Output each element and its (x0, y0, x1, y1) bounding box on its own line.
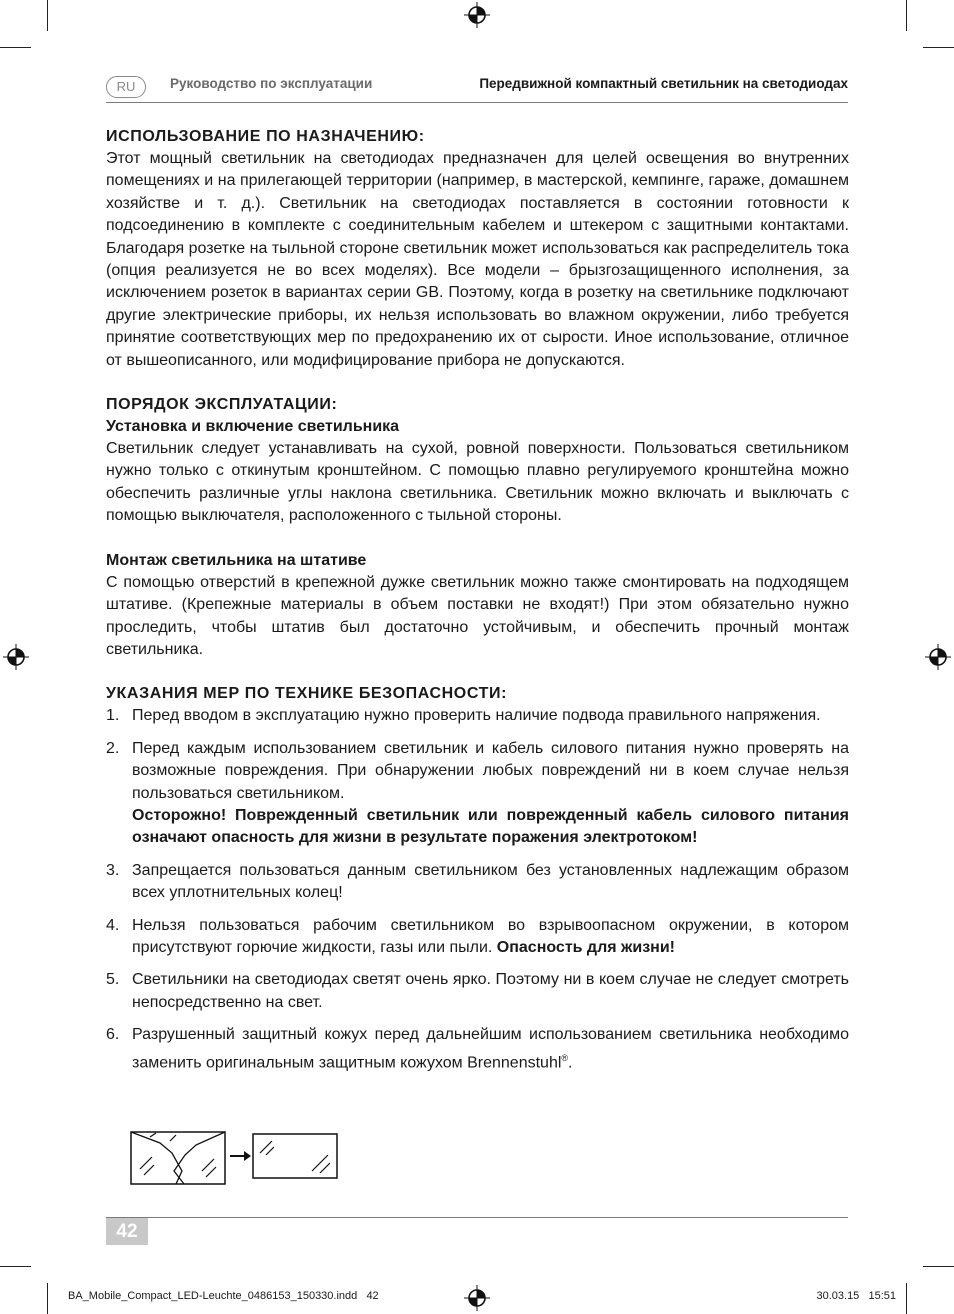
page-number: 42 (106, 1218, 148, 1245)
list-item (106, 969, 849, 1014)
date-slug: 30.03.15 15:51 (816, 1290, 896, 1302)
install-text: Светильник следует устанавливать на сухой, ровной поверхности. Пользоваться светильником нужно только с откинутым кронштейном. С помощью плавно регулируемого кронштейна можно обеспечить различные углы наклона светильника. Светильник можно включать и выключать с помощью выключателя, расположенного с тыльной стороны. (106, 440, 849, 525)
cover-replacement-illustration (130, 1131, 340, 1187)
list-number: 3. (106, 861, 120, 879)
crop-mark (923, 47, 954, 48)
list-item (106, 738, 849, 850)
registered-mark: ® (561, 1052, 569, 1063)
list-number: 6. (106, 1026, 120, 1044)
manual-title: Руководство по эксплуатации (170, 76, 373, 91)
safety-list (106, 705, 849, 1074)
tripod-subheading: Монтаж светильника на штативе (106, 551, 367, 569)
broken-cover-icon (131, 1132, 225, 1184)
list-item-text-tail: . (568, 1053, 573, 1071)
crop-mark (47, 1283, 48, 1314)
registration-mark-icon (464, 2, 490, 28)
danger-text: Опасность для жизни! (496, 938, 675, 956)
list-item (106, 1024, 849, 1074)
footer-divider (106, 1217, 848, 1218)
list-number: 1. (106, 707, 120, 725)
operation-heading: ПОРЯДОК ЭКСПЛУАТАЦИИ: (106, 396, 338, 414)
list-item-text (132, 1024, 849, 1074)
page-header (106, 72, 848, 100)
product-title: Передвижной компактный светильник на светодиодах (479, 76, 848, 91)
list-item-text: Перед каждым использованием светильник и кабель силового питания нужно проверять на возможные повреждения. При обнаружении любых повреждений ни в коем случае нельзя пользоваться светильником. (132, 739, 849, 802)
list-item-text (132, 915, 849, 960)
crop-mark (47, 0, 48, 31)
safety-heading: УКАЗАНИЯ МЕР ПО ТЕХНИКЕ БЕЗОПАСНОСТИ: (106, 685, 508, 703)
list-number: 5. (106, 971, 120, 989)
language-badge: RU (106, 76, 146, 98)
registration-mark-icon (3, 644, 29, 670)
header-divider (106, 102, 848, 103)
list-number: 2. (106, 739, 120, 757)
main-content (106, 126, 849, 1084)
file-slug: BA_Mobile_Compact_LED-Leuchte_0486153_150330.indd 42 (68, 1290, 379, 1302)
new-cover-icon (253, 1134, 337, 1178)
install-subheading: Установка и включение светильника (106, 418, 400, 436)
warning-text: Осторожно! Поврежденный светильник или поврежденный кабель силового питания означают опасность для жизни в результате поражения электротоком! (132, 806, 849, 847)
list-item-text-main: Нельзя пользоваться рабочим светильником во взрывоопасном окружении, в котором присутствуют горючие жидкости, газы или пыли. (132, 916, 849, 956)
crop-mark (906, 1283, 907, 1314)
list-item-text-main: Разрушенный защитный кожух перед дальнейшим использованием светильника необходимо заменить оригинальным защитным кожухом Brennenstuhl (132, 1026, 849, 1071)
list-item-text: Светильники на светодиодах светят очень ярко. Поэтому ни в коем случае не следует смотреть непосредственно на свет. (132, 971, 849, 1011)
tripod-text: С помощью отверстий в крепежной дужке светильник можно также смонтировать на подходящем штативе. (Крепежные материалы в объем поставки не входят!) При этом обязательно нужно проследить, чтобы штатив был достаточно устойчивым, и обеспечить прочный монтаж светильника. (106, 573, 849, 658)
crop-mark (0, 47, 31, 48)
intended-use-heading: ИСПОЛЬЗОВАНИЕ ПО НАЗНАЧЕНИЮ: (106, 128, 425, 145)
arrow-right-icon (230, 1151, 251, 1161)
registration-mark-icon (464, 1285, 490, 1311)
list-number: 4. (106, 916, 120, 934)
list-item-text: Перед вводом в эксплуатацию нужно проверить наличие подвода правильного напряжения. (132, 707, 821, 725)
list-item (106, 915, 849, 960)
crop-mark (0, 1266, 31, 1267)
list-item-text: Запрещается пользоваться данным светильником без установленных надлежащим образом всех уплотнительных колец! (132, 861, 849, 902)
list-item (106, 705, 849, 727)
intended-use-text: Этот мощный светильник на светодиодах предназначен для целей освещения во внутренних помещениях и на прилегающей территории (например, в мастерской, кемпинге, гараже, домашнем хозяйстве и т. д.). Светильник на светодиодах поставляется в состоянии готовности к подсоединению в комплекте с соединительным кабелем и штекером с защитными контактами. Благодаря розетке на тыльной стороне светильник может использоваться как распределитель тока (опция реализуется не во всех моделях). Все модели – брызгозащищенного исполнения, за исключением розеток в вариантах серии GB. Поэтому, когда в розетку на светильнике подключают другие электрические приборы, их нельзя использовать во влажном окружении, либо требуется принятие соответствующих мер по предохранению их от сырости. Иное использование, отличное от вышеописанного, или модифицирование прибора не допускаются. (106, 150, 849, 369)
list-item (106, 860, 849, 905)
crop-mark (906, 0, 907, 31)
registration-mark-icon (925, 644, 951, 670)
crop-mark (923, 1266, 954, 1267)
